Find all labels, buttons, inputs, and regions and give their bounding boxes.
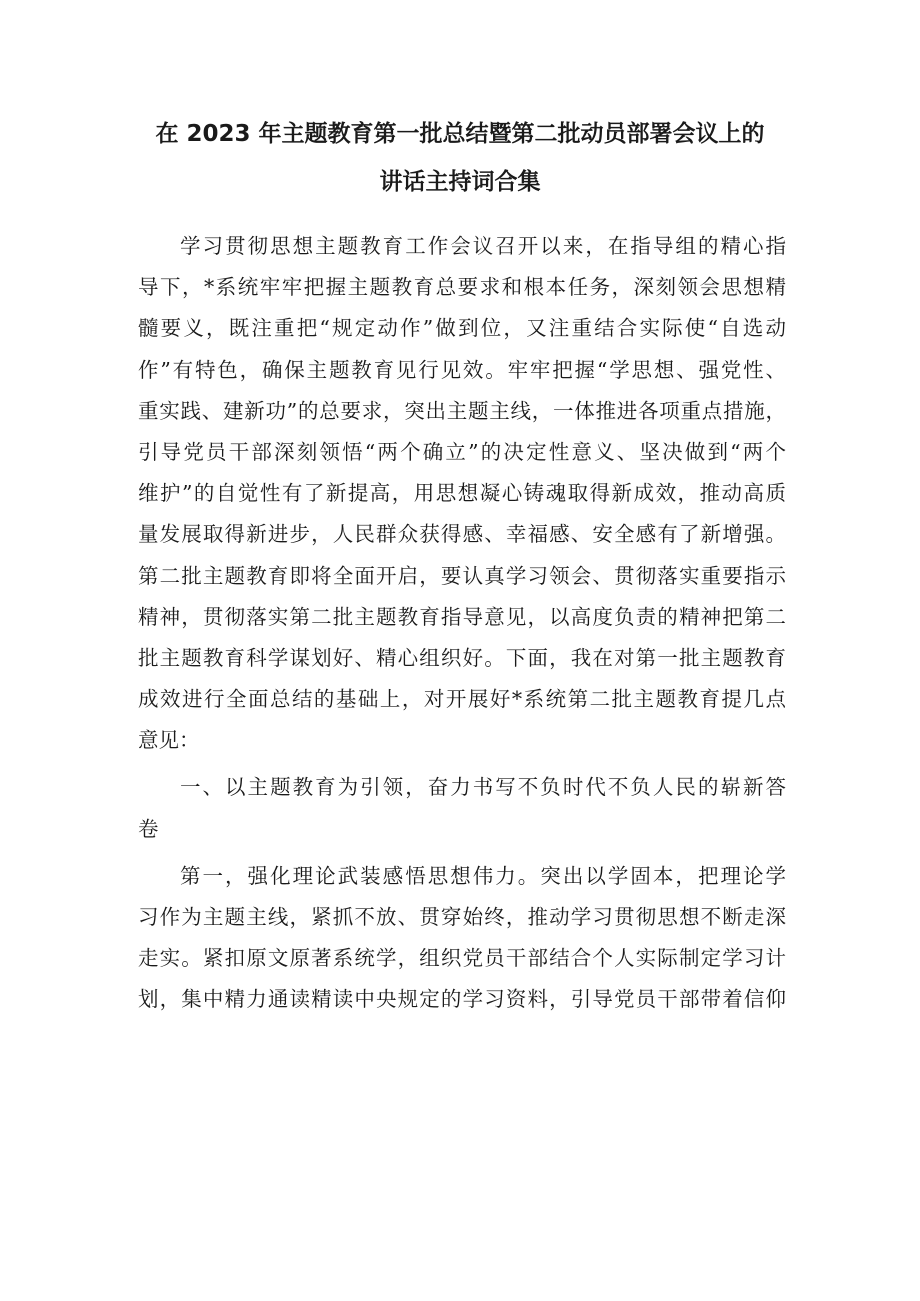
paragraph-line: 重实践、建新功”的总要求，突出主题主线，一体推进各项重点措施， (138, 398, 786, 423)
paragraph-line: 导下，*系统牢牢把握主题教育总要求和根本任务，深刻领会思想精 (138, 275, 786, 300)
paragraph-line: 学习贯彻思想主题教育工作会议召开以来，在指导组的精心指 (180, 234, 786, 258)
paragraph-line: 划，集中精力通读精读中央规定的学习资料，引导党员干部带着信仰 (138, 987, 786, 1012)
paragraph-line: 习作为主题主线，紧抓不放、贯穿始终，推动学习贯彻思想不断走深 (138, 905, 786, 929)
paragraph-line: 量发展取得新进步，人民群众获得感、幸福感、安全感有了新增强。 (138, 522, 786, 547)
section-heading-1 (138, 767, 786, 849)
title-line-1: 在 2023 年主题教育第一批总结暨第二批动员部署会议上的 (155, 121, 765, 147)
paragraph-line: 维护”的自觉性有了新提高，用思想凝心铸魂取得新成效，推动高质 (138, 481, 786, 506)
paragraph-line: 髓要义，既注重把“规定动作”做到位，又注重结合实际使“自选动 (138, 316, 786, 341)
paragraph-line: 意见： (138, 728, 200, 753)
heading-line: 一、以主题教育为引领，奋力书写不负时代不负人民的崭新答 (180, 775, 786, 800)
paragraph-line: 精神，贯彻落实第二批主题教育指导意见，以高度负责的精神把第二 (138, 604, 786, 629)
paragraph-line: 第一，强化理论武装感悟思想伟力。突出以学固本，把理论学 (180, 863, 786, 888)
heading-line: 卷 (138, 816, 159, 841)
paragraph-line: 引导党员干部深刻领悟“两个确立”的决定性意义、坚决做到“两个 (138, 439, 786, 464)
paragraph-first-point (138, 856, 786, 1021)
paragraph-line: 作”有特色，确保主题教育见行见效。牢牢把握“学思想、强党性、 (138, 357, 786, 382)
document-body (138, 226, 786, 1021)
title-line-2: 讲话主持词合集 (379, 169, 541, 195)
document-title (100, 110, 820, 206)
paragraph-line: 成效进行全面总结的基础上，对开展好*系统第二批主题教育提几点 (138, 687, 786, 712)
paragraph-line: 批主题教育科学谋划好、精心组织好。下面，我在对第一批主题教育 (138, 645, 786, 670)
paragraph-intro (138, 226, 786, 761)
paragraph-line: 走实。紧扣原文原著系统学，组织党员干部结合个人实际制定学习计 (138, 946, 786, 971)
paragraph-line: 第二批主题教育即将全面开启，要认真学习领会、贯彻落实重要指示 (138, 563, 786, 588)
